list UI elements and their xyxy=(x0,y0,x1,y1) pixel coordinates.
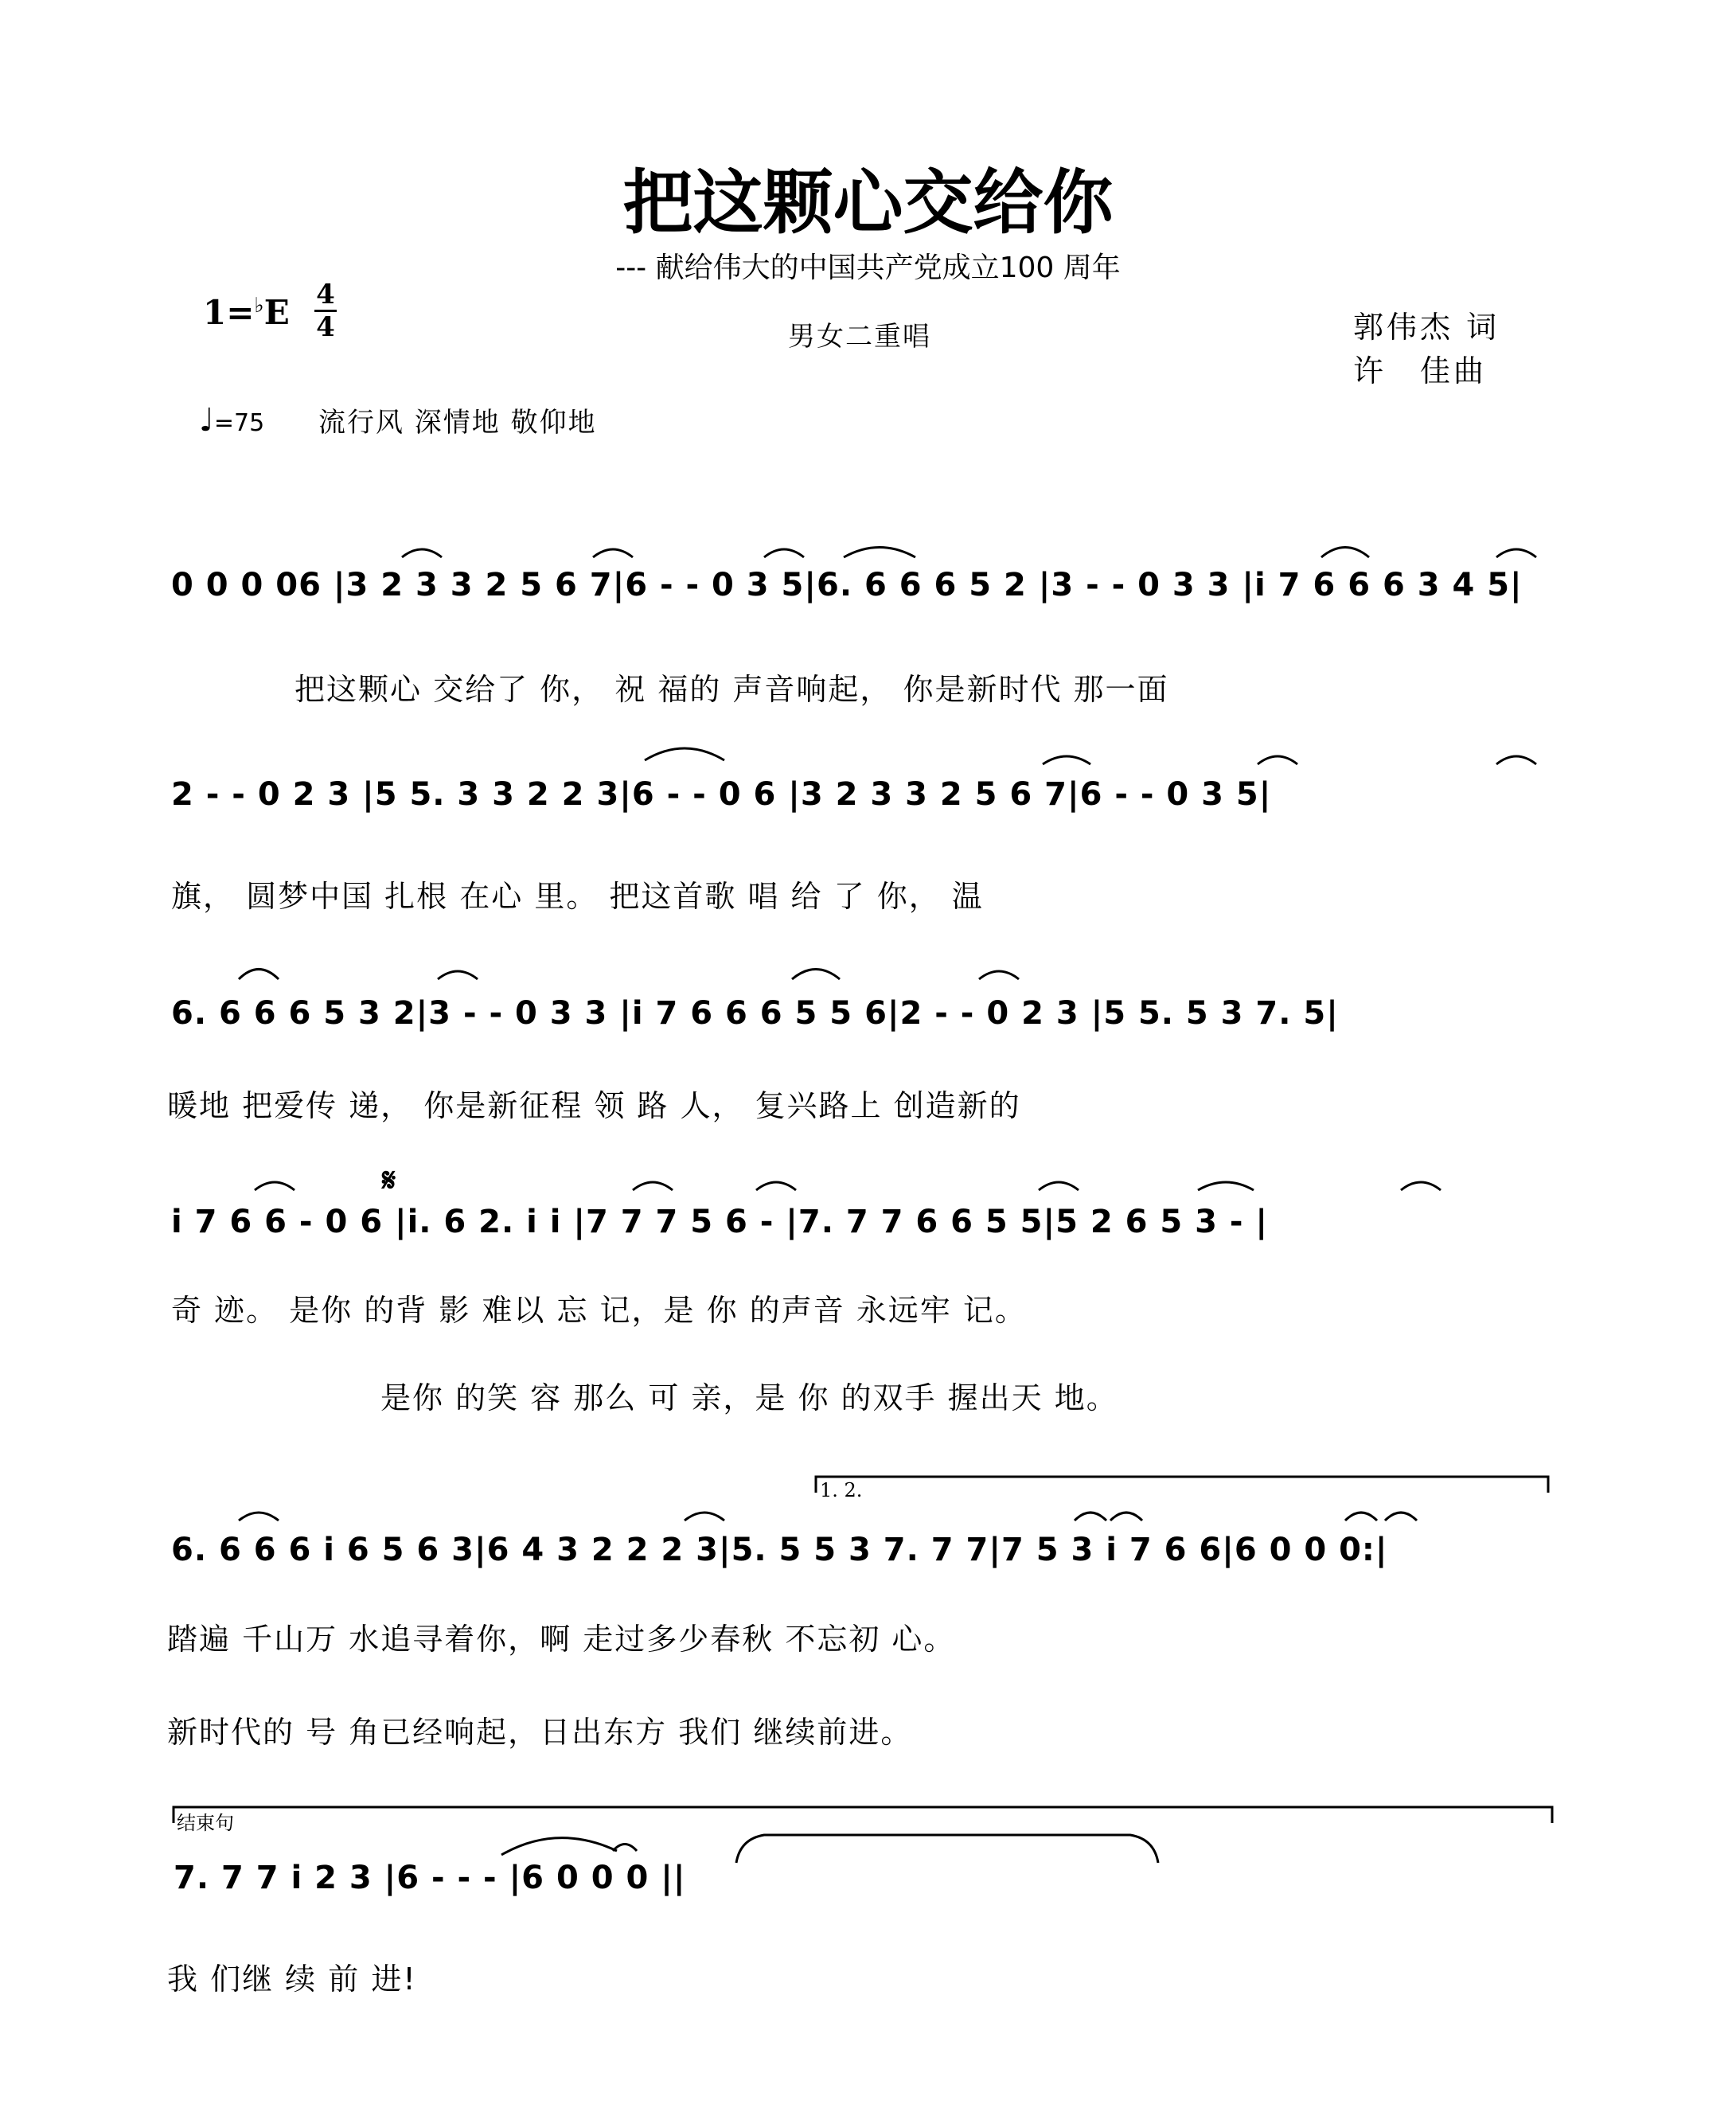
segno-icon: 𝄋 xyxy=(382,1162,396,1199)
notation-row-5: 6. 6 6 6 i 6 5 6 3|6 4 3 2 2 2 3|5. 5 5 3 7. 7 7|7 5 3 i 7 6 6|6 0 0 0:| xyxy=(171,1532,1388,1568)
slur-mark xyxy=(1385,1513,1417,1521)
slur-mark xyxy=(1043,756,1090,764)
slur-mark xyxy=(844,548,915,558)
slur-mark xyxy=(736,1835,1158,1863)
style-marking: 流行风 深情地 敬仰地 xyxy=(318,407,597,439)
lyrics-row-6: 我 们继 续 前 进! xyxy=(167,1962,417,1997)
slur-mark xyxy=(764,549,804,557)
slur-mark xyxy=(1110,1513,1142,1521)
song-title: 把这颗心交给你 xyxy=(622,162,1114,244)
slur-mark xyxy=(501,1838,617,1855)
quarter-note-icon: ♩ xyxy=(199,402,214,439)
lyrics-row-2: 旗， 圆梦中国 扎根 在心 里。 把这首歌 唱 给 了 你， 温 xyxy=(171,879,984,914)
notation-row-2: 2 - - 0 2 3 |5 5. 3 3 2 2 3|6 - - 0 6 |3 2 3 3 2 5 6 7|6 - - 0 3 5| xyxy=(171,776,1272,813)
slur-mark xyxy=(756,1182,796,1190)
ending-label: 结束句 xyxy=(177,1812,234,1834)
lyricist-credit: 郭伟杰 词 xyxy=(1353,310,1500,345)
slur-mark xyxy=(1198,1182,1254,1190)
slur-mark xyxy=(1401,1182,1441,1190)
volta-bracket xyxy=(816,1477,1548,1493)
slur-mark xyxy=(1321,548,1369,558)
key-prefix: 1= xyxy=(203,293,255,332)
voicing-label: 男女二重唱 xyxy=(788,321,931,353)
slur-mark xyxy=(402,549,442,557)
song-subtitle: --- 献给伟大的中国共产党成立100 周年 xyxy=(615,252,1121,284)
ending-bracket xyxy=(174,1807,1552,1823)
volta-label: 1. 2. xyxy=(820,1479,863,1501)
lyrics-row-5b: 新时代的 号 角已经响起，日出东方 我们 继续前进。 xyxy=(167,1715,913,1750)
slur-mark xyxy=(1345,1513,1377,1521)
slur-mark xyxy=(1075,1513,1106,1521)
slur-mark xyxy=(438,971,478,979)
slur-mark xyxy=(255,1182,295,1190)
slur-mark xyxy=(685,1513,724,1521)
notation-row-6: 7. 7 7 i 2 3 |6 - - - |6 0 0 0 || xyxy=(174,1860,686,1896)
notation-row-4: i 7 6 6 - 0 6 |i. 6 2. i i |7 7 7 5 6 - |7. 7 7 6 6 5 5|5 2 6 5 3 - | xyxy=(171,1204,1269,1240)
slur-mark xyxy=(239,970,279,980)
slur-mark xyxy=(792,970,840,980)
tempo-value: =75 xyxy=(213,409,265,437)
slur-mark xyxy=(1496,549,1536,557)
lyrics-row-4b: 是你 的笑 容 那么 可 亲，是 你 的双手 握出天 地。 xyxy=(380,1380,1118,1415)
slur-mark xyxy=(593,549,633,557)
lyrics-row-5a: 踏遍 千山万 水追寻着你，啊 走过多少春秋 不忘初 心。 xyxy=(167,1622,956,1657)
lyrics-row-3: 暖地 把爱传 递， 你是新征程 领 路 人， 复兴路上 创造新的 xyxy=(167,1088,1021,1123)
notation-row-1: 0 0 0 06 |3 2 3 3 2 5 6 7|6 - - 0 3 5|6. 6 6 6 5 2 |3 - - 0 3 3 |i 7 6 6 6 3 4 5| xyxy=(171,567,1523,603)
slur-mark xyxy=(633,1182,673,1190)
meter-bottom: 4 xyxy=(316,311,335,343)
lyrics-row-1: 把这颗心 交给了 你， 祝 福的 声音响起， 你是新时代 那一面 xyxy=(295,672,1169,707)
triplet-slur xyxy=(645,748,724,760)
slur-mark xyxy=(979,971,1019,979)
composer-credit: 许 佳曲 xyxy=(1353,353,1488,388)
slur-mark xyxy=(1496,756,1536,764)
slur-mark xyxy=(239,1513,279,1521)
slur-mark xyxy=(1039,1182,1079,1190)
slur-mark xyxy=(1258,756,1297,764)
lyrics-row-4a: 奇 迹。 是你 的背 影 难以 忘 记，是 你 的声音 永远牢 记。 xyxy=(171,1293,1027,1328)
key-note: E xyxy=(263,293,290,332)
notation-row-3: 6. 6 6 6 5 3 2|3 - - 0 3 3 |i 7 6 6 6 5 5 6|2 - - 0 2 3 |5 5. 5 3 7. 5| xyxy=(171,995,1339,1032)
flat-sign-icon: ♭ xyxy=(254,294,264,318)
meter-top: 4 xyxy=(316,279,335,310)
